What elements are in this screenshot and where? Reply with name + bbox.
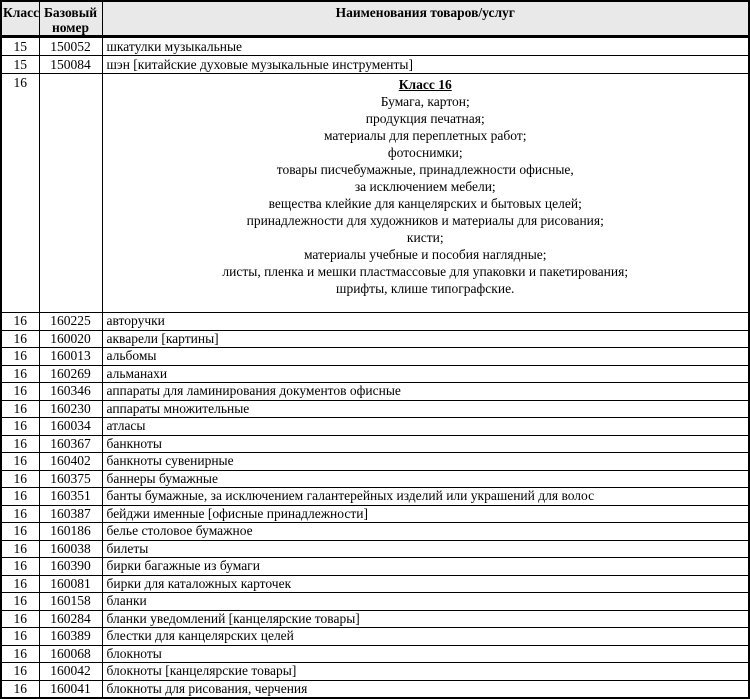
class-cell: 16	[1, 680, 39, 698]
base-number-cell: 160081	[39, 575, 102, 593]
class-cell: 16	[1, 348, 39, 366]
base-number-cell: 160013	[39, 348, 102, 366]
base-number-cell: 160230	[39, 400, 102, 418]
goods-name-cell: аппараты множительные	[102, 400, 749, 418]
class16-description-line: материалы для переплетных работ;	[323, 128, 527, 143]
class-cell: 16	[1, 313, 39, 331]
class-cell: 16	[1, 435, 39, 453]
table-row	[1, 435, 749, 453]
table-row	[1, 645, 749, 663]
class16-description-line: кисти;	[406, 230, 444, 245]
class-cell: 16	[1, 418, 39, 436]
class16-description-line: материалы учебные и пособия наглядные;	[303, 247, 547, 262]
class16-description-line: товары писчебумажные, принадлежности офисные,	[276, 162, 574, 177]
class-cell: 16	[1, 383, 39, 401]
base-number-cell: 160367	[39, 435, 102, 453]
goods-name-cell: блокноты для рисования, черчения	[102, 680, 749, 698]
table-row	[1, 610, 749, 628]
class-cell: 16	[1, 593, 39, 611]
base-number-cell	[39, 74, 102, 313]
goods-name-cell: шкатулки музыкальные	[102, 37, 749, 56]
base-number-cell: 160402	[39, 453, 102, 471]
goods-name-cell: альбомы	[102, 348, 749, 366]
table-header	[1, 1, 749, 37]
class16-title: Класс 16	[398, 77, 452, 92]
goods-name-cell: атласы	[102, 418, 749, 436]
goods-name-cell: банкноты сувенирные	[102, 453, 749, 471]
table-row	[1, 523, 749, 541]
table-body	[1, 37, 749, 699]
class16-description-line: шрифты, клише типографские.	[336, 281, 515, 296]
base-number-cell: 160034	[39, 418, 102, 436]
goods-name-cell: альманахи	[102, 365, 749, 383]
class16-summary-row	[1, 74, 749, 313]
class-cell: 16	[1, 558, 39, 576]
base-number-cell: 160038	[39, 540, 102, 558]
class16-description-line: за исключением мебели;	[354, 179, 496, 194]
goods-name-cell: бирки для каталожных карточек	[102, 575, 749, 593]
goods-name-cell: блокноты	[102, 645, 749, 663]
class-cell: 16	[1, 628, 39, 646]
table-row	[1, 470, 749, 488]
header-class-column: Класс	[1, 1, 39, 37]
class-cell: 16	[1, 523, 39, 541]
class16-description-lines	[103, 93, 749, 297]
base-number-cell: 160225	[39, 313, 102, 331]
class16-description-line: фотоснимки;	[387, 145, 463, 160]
table-row	[1, 558, 749, 576]
table-row	[1, 663, 749, 681]
header-base-number-column: Базовый номер	[39, 1, 102, 37]
base-number-cell: 150052	[39, 37, 102, 56]
class-cell: 15	[1, 56, 39, 74]
header-row	[1, 1, 749, 37]
table-row	[1, 593, 749, 611]
goods-name-cell: бейджи именные [офисные принадлежности]	[102, 505, 749, 523]
table-row	[1, 540, 749, 558]
table-row	[1, 453, 749, 471]
goods-name-cell: шэн [китайские духовые музыкальные инструменты]	[102, 56, 749, 74]
class-cell: 16	[1, 74, 39, 313]
goods-name-cell: бланки	[102, 593, 749, 611]
goods-name-cell: бланки уведомлений [канцелярские товары]	[102, 610, 749, 628]
header-goods-names-column: Наименования товаров/услуг	[102, 1, 749, 37]
class16-description-line: вещества клейкие для канцелярских и бытовых целей;	[268, 196, 582, 211]
base-number-cell: 150084	[39, 56, 102, 74]
class-cell: 16	[1, 400, 39, 418]
table-row	[1, 488, 749, 506]
class16-description-line: принадлежности для художников и материалы для рисования;	[246, 213, 604, 228]
class-cell: 16	[1, 645, 39, 663]
class-cell: 16	[1, 540, 39, 558]
table-row	[1, 628, 749, 646]
base-number-cell: 160068	[39, 645, 102, 663]
base-number-cell: 160041	[39, 680, 102, 698]
class-cell: 16	[1, 488, 39, 506]
table-row	[1, 575, 749, 593]
class16-description-line: Бумага, картон;	[380, 94, 470, 109]
base-number-cell: 160387	[39, 505, 102, 523]
goods-name-cell: аппараты для ламинирования документов офисные	[102, 383, 749, 401]
class-cell: 16	[1, 470, 39, 488]
base-number-cell: 160351	[39, 488, 102, 506]
goods-name-cell: банты бумажные, за исключением галантерейных изделий или украшений для волос	[102, 488, 749, 506]
table-row	[1, 418, 749, 436]
base-number-cell: 160390	[39, 558, 102, 576]
table-row	[1, 400, 749, 418]
table-row	[1, 365, 749, 383]
goods-name-cell: баннеры бумажные	[102, 470, 749, 488]
class-cell: 16	[1, 453, 39, 471]
table-row	[1, 505, 749, 523]
table-row	[1, 313, 749, 331]
table-row	[1, 348, 749, 366]
table-row	[1, 37, 749, 56]
base-number-cell: 160284	[39, 610, 102, 628]
base-number-cell: 160389	[39, 628, 102, 646]
class-cell: 16	[1, 330, 39, 348]
base-number-cell: 160269	[39, 365, 102, 383]
goods-name-cell: блестки для канцелярских целей	[102, 628, 749, 646]
base-number-cell: 160158	[39, 593, 102, 611]
table-row	[1, 330, 749, 348]
goods-name-cell: блокноты [канцелярские товары]	[102, 663, 749, 681]
goods-name-cell: акварели [картины]	[102, 330, 749, 348]
class-cell: 16	[1, 575, 39, 593]
base-number-cell: 160186	[39, 523, 102, 541]
table-row	[1, 680, 749, 698]
goods-name-cell: белье столовое бумажное	[102, 523, 749, 541]
class-cell: 16	[1, 505, 39, 523]
base-number-cell: 160020	[39, 330, 102, 348]
table-row	[1, 383, 749, 401]
goods-name-cell: авторучки	[102, 313, 749, 331]
table-row	[1, 56, 749, 74]
class16-description-cell	[102, 74, 749, 313]
class-cell: 16	[1, 610, 39, 628]
goods-name-cell: банкноты	[102, 435, 749, 453]
class16-description-line: листы, пленка и мешки пластмассовые для упаковки и пакетирования;	[222, 264, 629, 279]
class-cell: 16	[1, 365, 39, 383]
class16-description-line: продукция печатная;	[365, 111, 485, 126]
base-number-cell: 160346	[39, 383, 102, 401]
class-cell: 15	[1, 37, 39, 56]
base-number-cell: 160042	[39, 663, 102, 681]
goods-name-cell: бирки багажные из бумаги	[102, 558, 749, 576]
class-cell: 16	[1, 663, 39, 681]
goods-name-cell: билеты	[102, 540, 749, 558]
base-number-cell: 160375	[39, 470, 102, 488]
